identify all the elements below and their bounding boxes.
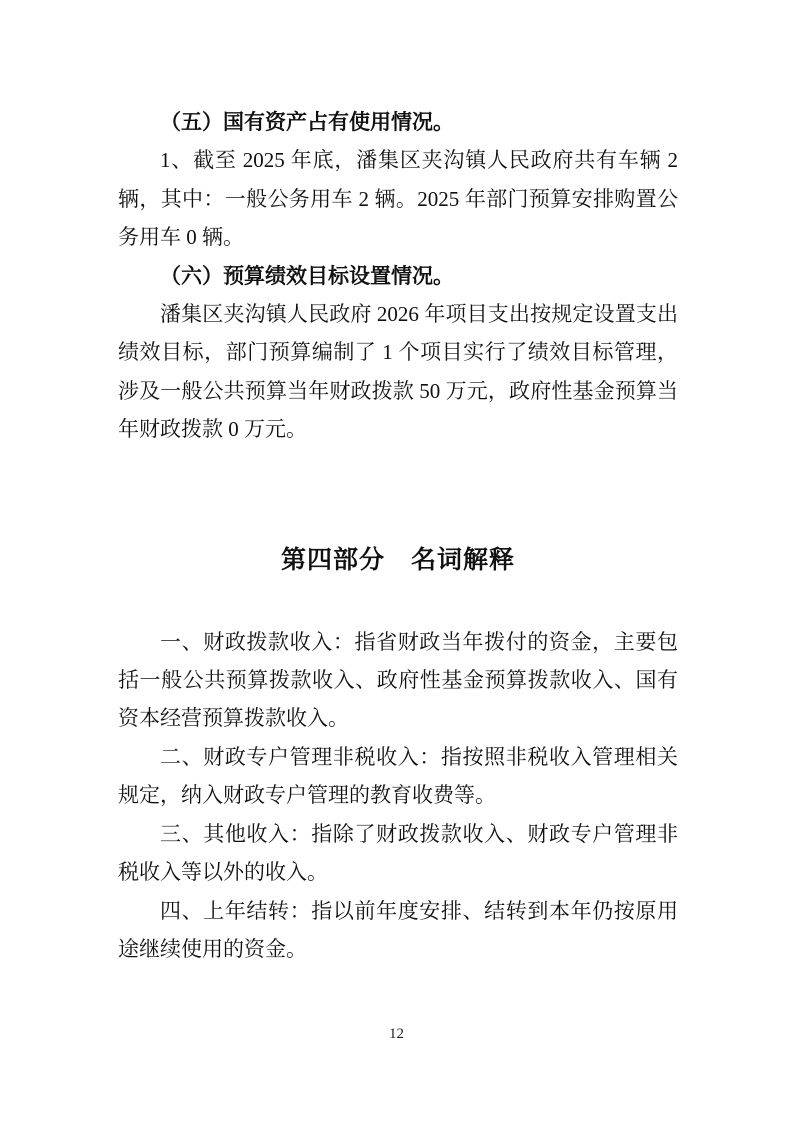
definition-item-other-income: 三、其他收入：指除了财政拨款收入、财政专户管理非税收入等以外的收入。 [118, 821, 678, 885]
part4-section-title: 第四部分 名词解释 [280, 545, 515, 574]
definition-item-fiscal-appropriation-income: 一、财政拨款收入：指省财政当年拨付的资金，主要包括一般公共预算拨款收入、政府性基金预算拨款收入、国有资本经营预算拨款收入。 [118, 629, 678, 731]
page-number: 12 [389, 1026, 404, 1042]
subsection-heading-state-assets: （五）国有资产占有使用情况。 [160, 110, 454, 134]
paragraph-performance-targets: 潘集区夹沟镇人民政府 2026 年项目支出按规定设置支出绩效目标，部门预算编制了 1 个项目实行了绩效目标管理，涉及一般公共预算当年财政拨款 50 万元，政府性基金预算当年财政拨款 0 万元。 [118, 302, 678, 442]
paragraph-vehicles: 1、截至 2025 年底，潘集区夹沟镇人民政府共有车辆 2 辆，其中：一般公务用车 2 辆。2025 年部门预算安排购置公务用车 0 辆。 [118, 148, 678, 250]
subsection-heading-performance-targets: （六）预算绩效目标设置情况。 [160, 263, 454, 288]
definition-item-carryover-funds: 四、上年结转：指以前年度安排、结转到本年仍按原用途继续使用的资金。 [118, 898, 678, 961]
definition-item-non-tax-income: 二、财政专户管理非税收入：指按照非税收入管理相关规定，纳入财政专户管理的教育收费等。 [118, 744, 678, 808]
document-content [118, 103, 678, 968]
